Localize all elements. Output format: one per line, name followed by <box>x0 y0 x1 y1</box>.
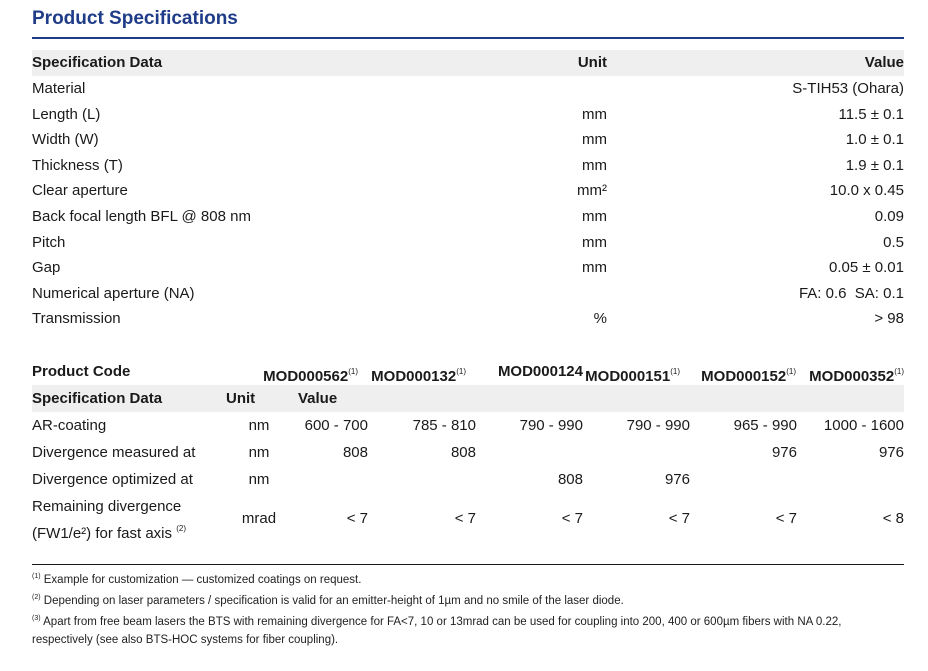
row-name: Length (L) <box>32 105 101 123</box>
row-value: 785 - 810 <box>412 417 476 434</box>
row-name: AR-coating <box>32 417 107 434</box>
product-code-table <box>32 358 904 545</box>
row-unit: % <box>593 310 607 328</box>
row-value: < 7 <box>668 510 690 527</box>
row-value: < 7 <box>454 510 476 527</box>
row-name: Numerical aperture (NA) <box>32 284 195 302</box>
row-unit: mm <box>582 105 607 123</box>
row-unit: mm <box>582 131 607 149</box>
table-row <box>32 255 904 281</box>
row-name: Pitch <box>32 233 66 251</box>
row-value: 808 <box>450 444 476 461</box>
code-text: MOD000151 <box>585 368 671 385</box>
header-unit: Unit <box>226 390 256 407</box>
row-unit: nm <box>248 471 270 488</box>
row-value: 790 - 990 <box>519 417 583 434</box>
footnote-text: Depending on laser parameters / specification is valid for an emitter-height of 1µm and no smile of the laser diode. <box>43 595 624 607</box>
row-unit: mm <box>582 156 607 174</box>
specification-table <box>32 50 904 332</box>
row-name: Divergence optimized at <box>32 471 193 488</box>
code-text: MOD000352 <box>809 368 895 385</box>
row-name-line: (FW1/e²) for fast axis <box>32 525 173 542</box>
row-value: 1.9 ± 0.1 <box>845 156 904 174</box>
table-row <box>32 204 904 230</box>
row-value: 976 <box>664 471 690 488</box>
table-row <box>32 439 904 466</box>
row-name: Gap <box>32 259 61 277</box>
row-value: 600 - 700 <box>304 417 368 434</box>
row-value: 10.0 x 0.45 <box>829 182 904 200</box>
code-text: MOD000152 <box>701 368 787 385</box>
row-unit: mm <box>582 207 607 225</box>
table-row <box>32 281 904 307</box>
row-unit: mm² <box>577 182 607 200</box>
row-value: 0.5 <box>883 233 904 251</box>
row-name: Transmission <box>32 310 121 328</box>
footnote-ref: (1) <box>894 367 904 376</box>
footnotes <box>32 568 904 649</box>
footnote-marker: (2) <box>32 594 41 601</box>
code-text: MOD000562 <box>263 368 349 385</box>
row-value: 11.5 ± 0.1 <box>838 105 904 123</box>
product-code <box>498 358 583 385</box>
product-code-label: Product Code <box>32 363 131 380</box>
table-header-row <box>32 385 904 412</box>
footnote-text: Example for customization — customized coatings on request. <box>43 574 362 586</box>
title-divider <box>32 37 904 39</box>
table-row <box>32 306 904 332</box>
footnote <box>32 610 904 649</box>
product-code-row <box>32 358 904 385</box>
row-unit: nm <box>248 444 270 461</box>
row-name: Width (W) <box>32 131 99 149</box>
footnote-ref: (1) <box>670 367 680 376</box>
table-row <box>32 153 904 179</box>
code-text: MOD000124 <box>497 363 583 380</box>
table-row <box>32 127 904 153</box>
row-name: Thickness (T) <box>32 156 123 174</box>
table-header-row <box>32 50 904 76</box>
row-unit: mm <box>582 233 607 251</box>
row-unit: mrad <box>241 510 277 527</box>
row-value: 808 <box>557 471 583 488</box>
footnote-ref: (2) <box>176 524 186 533</box>
header-value: Value <box>298 390 338 407</box>
table-row <box>32 102 904 128</box>
footnote <box>32 589 904 610</box>
row-name: Clear aperture <box>32 182 128 200</box>
code-text: MOD000132 <box>371 368 457 385</box>
row-value: 0.09 <box>874 207 904 225</box>
row-unit: mm <box>582 259 607 277</box>
row-value: 790 - 990 <box>626 417 690 434</box>
row-value: FA: 0.6 SA: 0.1 <box>798 284 904 302</box>
footnote-divider <box>32 564 904 565</box>
header-spec-data: Specification Data <box>32 390 163 407</box>
row-value: < 7 <box>775 510 797 527</box>
footnote-ref: (1) <box>786 367 796 376</box>
row-value: < 7 <box>561 510 583 527</box>
table-row <box>32 178 904 204</box>
row-name: Material <box>32 80 86 97</box>
row-name: Back focal length BFL @ 808 nm <box>32 207 251 225</box>
row-value: S-TIH53 (Ohara) <box>792 80 904 97</box>
footnote-ref: (1) <box>456 367 466 376</box>
footnote-marker: (1) <box>32 573 41 580</box>
header-spec-data: Specification Data <box>32 54 163 71</box>
row-value: < 7 <box>346 510 368 527</box>
row-value: > 98 <box>874 310 904 328</box>
row-name: Divergence measured at <box>32 444 196 461</box>
row-value: 976 <box>878 444 904 461</box>
row-value: < 8 <box>882 510 904 527</box>
row-name <box>32 496 186 545</box>
table-row <box>32 493 904 545</box>
row-name-line: Remaining divergence <box>32 498 182 515</box>
header-unit: Unit <box>577 54 607 71</box>
table-row <box>32 230 904 256</box>
row-value: 1000 - 1600 <box>823 417 904 434</box>
header-value: Value <box>864 54 904 71</box>
row-value: 808 <box>342 444 368 461</box>
row-value: 976 <box>771 444 797 461</box>
table-row <box>32 466 904 493</box>
footnote-marker: (3) <box>32 615 41 622</box>
footnote-text: Apart from free beam lasers the BTS with remaining divergence for FA<7, 10 or 13mrad can be used for coupling into 200, 400 or 600µm fibers with NA 0.22, respectively (see also BTS-HOC systems for fiber coupling). <box>32 616 842 646</box>
table-row <box>32 412 904 439</box>
row-value: 965 - 990 <box>733 417 797 434</box>
row-value: 1.0 ± 0.1 <box>845 131 904 149</box>
row-value: 0.05 ± 0.01 <box>829 259 904 277</box>
row-unit: nm <box>248 417 270 434</box>
footnote-ref: (1) <box>348 367 358 376</box>
footnote <box>32 568 904 589</box>
page-title: Product Specifications <box>32 8 238 29</box>
table-row <box>32 76 904 102</box>
